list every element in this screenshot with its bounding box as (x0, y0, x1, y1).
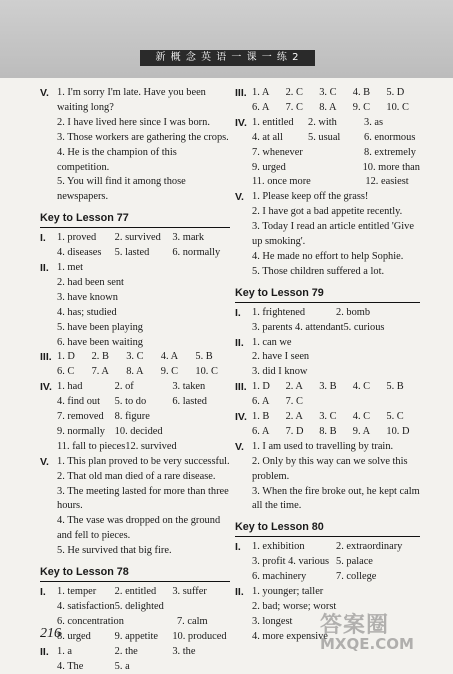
answer-row (40, 585, 230, 600)
answer-item: 4. The (57, 660, 84, 672)
answer-item: 4. at all (252, 131, 283, 143)
answer-row (235, 161, 420, 176)
answer-item (386, 395, 420, 410)
answer-row (235, 321, 420, 336)
answer-item: 5. to do (114, 396, 147, 408)
answer-item: 3. taken (172, 381, 206, 393)
lesson-key-heading: Key to Lesson 80 (235, 520, 420, 537)
answer-row (40, 116, 230, 131)
answer-row (235, 265, 420, 280)
answer-text: 1. younger; taller (252, 586, 324, 597)
answer-item: 9. normally (57, 425, 105, 437)
answer-text: 5. Those children suffered a lot. (252, 265, 385, 277)
answer-item: 5. B (195, 351, 213, 363)
section-numeral: V. (40, 455, 49, 468)
answer-text: 3. did I know (252, 366, 308, 378)
answer-item: 7. removed (57, 411, 104, 423)
section-numeral: V. (235, 191, 244, 204)
answer-item (353, 395, 387, 410)
answer-item: 5. D (386, 87, 405, 98)
answer-text: 4. He is the champion of this competition. (57, 146, 177, 173)
answer-row (40, 630, 230, 645)
answer-item: 4. C (352, 381, 371, 393)
answer-item: 7. A (91, 366, 109, 378)
answer-row (235, 425, 420, 440)
answer-item: 3. B (319, 381, 337, 393)
answer-item: 10. C (195, 366, 218, 378)
answer-item: 6. concentration (57, 615, 124, 627)
answer-item: 5. usual (308, 131, 341, 143)
section-numeral: I. (40, 586, 46, 598)
answer-item: 10. C (386, 101, 409, 113)
answer-text: 1. I'm sorry I'm late. Have you been waiting long? (57, 87, 206, 113)
answer-item: 12. survived (125, 440, 177, 452)
section-numeral: V. (235, 440, 244, 453)
answer-text: 3. Those workers are gathering the crops. (57, 131, 229, 143)
answer-text: 3. When the fire broke out, he kept calm all the time. (252, 485, 420, 512)
answer-item: 5. palace (336, 556, 373, 568)
answer-row (235, 190, 420, 205)
section-numeral: IV. (40, 381, 52, 394)
answer-item: 3. C (319, 411, 337, 423)
answer-item: 3. C (126, 351, 144, 363)
answer-item: 8. extremely (364, 146, 416, 158)
answer-text: 3. Today I read an article entitled 'Give up smoking'. (252, 221, 414, 248)
answer-text: 2. That old man died of a rare disease. (57, 470, 216, 482)
answer-item: 2. A (285, 411, 303, 423)
answer-text: 4. more expensive (252, 630, 328, 642)
answer-item: 7. whenever (252, 146, 303, 158)
answer-item (124, 615, 177, 630)
answer-row (40, 600, 230, 615)
answer-item: 6. A (252, 101, 270, 113)
answer-row (40, 514, 230, 544)
answer-text: 2. have I seen (252, 351, 310, 363)
answer-row (40, 365, 230, 380)
answer-item: 9. A (352, 425, 371, 437)
answer-row (40, 261, 230, 276)
answer-row (40, 175, 230, 205)
answer-item: 8. urged (57, 630, 91, 642)
answer-row (235, 455, 420, 485)
answer-item: 5. lasted (114, 247, 150, 259)
answer-row (40, 425, 230, 440)
answer-item: 1. had (57, 381, 83, 393)
answer-item: 2. A (285, 381, 303, 393)
answer-item: 2. entitled (114, 586, 157, 597)
answer-item (319, 395, 353, 410)
answer-item (172, 660, 230, 674)
answer-row (40, 146, 230, 176)
section-numeral: III. (235, 87, 247, 99)
answer-text: 1. Please keep off the grass! (252, 191, 369, 203)
section-numeral: II. (235, 586, 244, 598)
lesson-key-heading: Key to Lesson 79 (235, 286, 420, 303)
answer-item: 6. A (252, 425, 270, 437)
answer-row (40, 485, 230, 515)
section-numeral: IV. (235, 116, 247, 129)
answer-text: 5. have been playing (57, 321, 143, 333)
answer-item (311, 175, 366, 190)
answer-item: 3. the (172, 645, 196, 657)
section-numeral: II. (40, 645, 49, 658)
answer-row (235, 131, 420, 146)
answer-item: 7. C (285, 396, 303, 408)
section-numeral: III. (40, 351, 52, 364)
answer-item: 7. D (285, 425, 304, 437)
section-numeral: I. (235, 541, 241, 554)
answer-row (40, 395, 230, 410)
answer-item: 2. bomb (336, 306, 371, 318)
answer-text: 2. Only by this way can we solve this problem. (252, 455, 408, 482)
answer-row (40, 544, 230, 559)
answer-item: 1. D (252, 381, 270, 393)
answer-item: 5. a (114, 660, 130, 672)
answer-row (40, 321, 230, 336)
answer-row (40, 350, 230, 365)
answer-item: 7. C (285, 101, 303, 113)
answer-item: 1. frightened (252, 306, 306, 318)
answer-item: 3. as (364, 116, 384, 128)
answer-row (40, 380, 230, 395)
answer-text: 3. have known (57, 291, 118, 303)
answer-row (235, 336, 420, 351)
answer-text: 2. I have got a bad appetite recently. (252, 206, 403, 218)
answer-row (235, 205, 420, 220)
answer-row (40, 645, 230, 660)
answer-row (235, 101, 420, 116)
answer-item: 4. find out (57, 396, 101, 408)
answer-row (40, 131, 230, 146)
answer-text: 4. The vase was dropped on the ground and fell to pieces. (57, 515, 221, 542)
answer-item: 1. D (57, 351, 75, 363)
answer-row (235, 570, 420, 585)
answer-text: 2. bad; worse; worst (252, 600, 337, 612)
answer-row (235, 86, 420, 101)
answer-row (40, 86, 230, 116)
answer-item: 7. college (336, 571, 377, 583)
answer-item: 2. extraordinary (336, 541, 403, 553)
answer-row (235, 540, 420, 555)
section-numeral: I. (40, 232, 46, 245)
answer-item: 10. more than (362, 161, 420, 173)
answer-item: 5. delighted (114, 600, 164, 612)
section-numeral: V. (40, 87, 49, 99)
answer-text: 1. This plan proved to be very successful. (57, 455, 230, 467)
answer-text: 4. has; studied (57, 306, 117, 318)
answer-row (40, 231, 230, 246)
answer-item: 2. with (308, 116, 337, 128)
answer-row (235, 306, 420, 321)
section-numeral: II. (235, 336, 244, 349)
answer-item: 10. decided (114, 425, 163, 437)
right-column (235, 86, 420, 645)
page-number: 216 (40, 626, 61, 641)
answer-row (235, 395, 420, 410)
answer-item (178, 440, 230, 455)
answer-item: 4. diseases (57, 247, 102, 259)
answer-item: 9. C (160, 366, 179, 378)
lesson-key-heading: Key to Lesson 78 (40, 565, 230, 582)
section-numeral: IV. (235, 411, 247, 424)
answer-row (40, 410, 230, 425)
series-title: 新 概 念 英 语 一 课 一 练 2 (140, 50, 315, 66)
answer-item: 6. lasted (172, 396, 207, 408)
answer-row (40, 455, 230, 470)
answer-item: 5. B (386, 381, 404, 393)
answer-row (40, 306, 230, 321)
answer-item: 4. A (160, 351, 179, 363)
answer-item: 12. easiest (365, 176, 409, 188)
answer-item: 1. a (57, 645, 73, 657)
answer-item: 6. normally (172, 247, 221, 259)
answer-item: 8. A (319, 101, 337, 113)
answer-row (40, 470, 230, 485)
answer-row (235, 350, 420, 365)
answer-row (235, 485, 420, 515)
answer-item: 2. survived (114, 232, 161, 244)
answer-item: 4. satisfaction (57, 600, 115, 612)
answer-row (235, 146, 420, 161)
answer-item (172, 410, 230, 425)
answer-item: 8. A (126, 366, 144, 378)
answer-item: 3. mark (172, 232, 205, 244)
answer-item: 3. profit 4. various (252, 556, 330, 568)
answer-row (235, 585, 420, 600)
left-column (40, 86, 230, 674)
answer-text: 1. I am used to travelling by train. (252, 440, 394, 452)
answer-text: 5. You will find it among those newspapers. (57, 176, 186, 203)
answer-item: 6. enormous (364, 131, 416, 143)
answer-item (307, 161, 362, 176)
answer-row (40, 246, 230, 261)
answer-row (40, 336, 230, 351)
answer-item: 8. figure (114, 411, 150, 423)
answer-item: 11. once more (252, 176, 311, 188)
answer-item: 6. A (252, 396, 270, 408)
answer-item: 1. entitled (252, 116, 294, 128)
answer-text: 6. have been waiting (57, 336, 143, 348)
answer-text: 4. He made no effort to help Sophie. (252, 250, 404, 262)
answer-row (235, 220, 420, 250)
answer-row (40, 291, 230, 306)
answer-row (235, 410, 420, 425)
answer-item: 3. C (319, 87, 337, 98)
answer-item: 9. appetite (114, 630, 158, 642)
answer-item: 3. parents 4. attendant (252, 321, 344, 333)
answer-text: 3. longest (252, 615, 293, 627)
answer-item: 2. of (114, 381, 134, 393)
answer-text: 3. The meeting lasted for more than three hours. (57, 485, 229, 512)
answer-row (40, 276, 230, 291)
answer-row (40, 660, 230, 674)
answer-item: 4. B (352, 87, 371, 98)
answer-row (235, 116, 420, 131)
answer-text: 1. met (57, 261, 83, 273)
answer-item: 6. machinery (252, 571, 307, 583)
answer-item: 11. fall to pieces (57, 440, 126, 452)
answer-row (40, 615, 230, 630)
answer-item: 9. C (352, 101, 371, 113)
answer-item: 9. urged (252, 161, 286, 173)
answer-row (235, 365, 420, 380)
page-header (0, 0, 453, 78)
answer-row (235, 175, 420, 190)
answer-item: 1. B (252, 411, 270, 423)
answer-item: 10. D (386, 425, 410, 437)
answer-item (172, 425, 230, 440)
answer-row (235, 250, 420, 265)
answer-item: 3. suffer (172, 586, 207, 597)
watermark-logo: 答案圈 MXQE.COM (320, 613, 414, 653)
answer-item: 1. exhibition (252, 541, 305, 553)
answer-item: 5. C (386, 411, 404, 423)
answer-row (40, 440, 230, 455)
answer-item: 5. curious (343, 321, 385, 333)
section-numeral: I. (235, 306, 241, 319)
answer-item: 2. the (114, 645, 138, 657)
answer-text: 2. I have lived here since I was born. (57, 116, 210, 128)
answer-item (308, 146, 364, 161)
answer-row (235, 555, 420, 570)
lesson-key-heading: Key to Lesson 77 (40, 211, 230, 228)
answer-row (235, 380, 420, 395)
answer-item: 1. A (252, 87, 270, 98)
answer-item: 4. C (352, 411, 371, 423)
answer-item: 2. B (91, 351, 109, 363)
answer-item: 1. proved (57, 232, 97, 244)
answer-text: 1. can we (252, 336, 292, 348)
answer-item: 8. B (319, 425, 337, 437)
answer-text: 2. had been sent (57, 276, 124, 288)
answer-item (172, 600, 230, 615)
answer-row (235, 440, 420, 455)
answer-item: 10. produced (172, 630, 227, 642)
answer-item: 6. C (57, 366, 75, 378)
section-numeral: III. (235, 381, 247, 394)
answer-item: 2. C (285, 87, 303, 98)
section-numeral: II. (40, 261, 49, 274)
answer-item: 1. temper (57, 586, 97, 597)
answer-item: 7. calm (176, 615, 208, 627)
answer-text: 5. He survived that big fire. (57, 545, 172, 557)
